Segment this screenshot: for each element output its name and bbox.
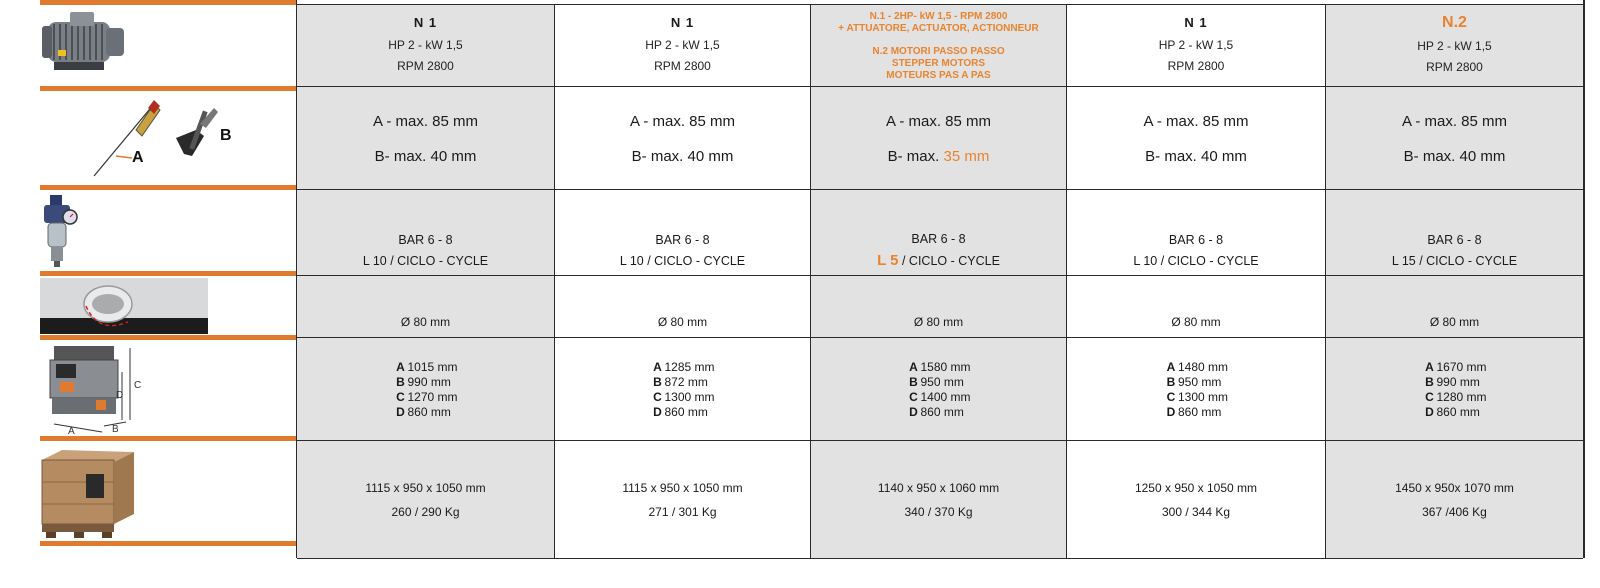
table-row-extraction bbox=[297, 275, 1583, 338]
capacity-a: A - max. 85 mm bbox=[629, 112, 736, 130]
icon-column bbox=[40, 0, 296, 560]
air-cell bbox=[297, 190, 555, 276]
capacity-b-prefix: B- max. bbox=[887, 147, 940, 165]
dim-letter: A bbox=[909, 359, 918, 374]
machine-label-d: D bbox=[116, 390, 124, 401]
packing-cell bbox=[555, 441, 811, 558]
motor-cell bbox=[1326, 5, 1583, 87]
dim-letter: B bbox=[1425, 374, 1434, 389]
dim-b: 990 mm bbox=[407, 374, 451, 389]
dim-letter: A bbox=[396, 359, 405, 374]
dim-d: 860 mm bbox=[664, 404, 708, 419]
dimensions-cell bbox=[555, 338, 811, 441]
orange-divider bbox=[40, 541, 296, 546]
orange-divider bbox=[40, 436, 296, 441]
extraction-cell bbox=[555, 276, 811, 338]
dim-a: 1285 mm bbox=[664, 359, 715, 374]
capacity-cell bbox=[297, 87, 555, 190]
dim-letter: D bbox=[909, 404, 918, 419]
motor-cell bbox=[555, 5, 811, 87]
drill-label-b: B bbox=[220, 127, 232, 144]
motor-power: HP 2 - kW 1,5 bbox=[1158, 38, 1234, 52]
motor-icon bbox=[40, 8, 130, 76]
machine-dimensions-icon bbox=[46, 342, 152, 434]
capacity-a: A - max. 85 mm bbox=[885, 112, 992, 130]
motor-spec-line: N.1 - 2HP- kW 1,5 - RPM 2800 bbox=[869, 10, 1008, 22]
dim-b: 950 mm bbox=[1177, 374, 1222, 389]
capacity-b: B- max. 40 mm bbox=[1145, 147, 1247, 165]
motor-spec-line: + ATTUATORE, ACTUATOR, ACTIONNEUR bbox=[838, 22, 1039, 34]
air-pressure: BAR 6 - 8 bbox=[655, 233, 710, 247]
dim-d: 860 mm bbox=[1177, 404, 1222, 419]
capacity-b-value: 35 mm bbox=[943, 147, 990, 165]
packing-weight: 340 / 370 Kg bbox=[904, 504, 973, 519]
extraction-diameter: Ø 80 mm bbox=[1171, 315, 1221, 329]
packing-size: 1115 x 950 x 1050 mm bbox=[622, 480, 743, 495]
air-cell bbox=[1067, 190, 1326, 276]
dim-letter: B bbox=[909, 374, 918, 389]
extraction-diameter: Ø 80 mm bbox=[400, 315, 451, 329]
capacity-cell bbox=[1326, 87, 1583, 190]
capacity-cell bbox=[555, 87, 811, 190]
air-consumption: L 15 / CICLO - CYCLE bbox=[1391, 254, 1518, 268]
dim-b: 950 mm bbox=[920, 374, 964, 389]
dim-letter: A bbox=[653, 359, 662, 374]
motor-count: N 1 bbox=[670, 15, 695, 30]
dimensions-cell bbox=[1067, 338, 1326, 441]
dim-letter: C bbox=[909, 389, 918, 404]
extraction-cell bbox=[811, 276, 1067, 338]
motor-power: HP 2 - kW 1,5 bbox=[388, 38, 463, 52]
packing-size: 1250 x 950 x 1050 mm bbox=[1134, 480, 1258, 495]
dim-a: 1480 mm bbox=[1177, 359, 1229, 374]
motor-count: N 1 bbox=[1184, 15, 1208, 30]
dim-letter: D bbox=[653, 404, 662, 419]
drill-label-a: A bbox=[132, 149, 144, 166]
motor-power: HP 2 - kW 1,5 bbox=[645, 38, 720, 52]
orange-divider bbox=[40, 86, 296, 91]
motor-count: N.2 bbox=[1442, 14, 1467, 31]
motor-rpm: RPM 2800 bbox=[654, 59, 711, 73]
extraction-cell bbox=[297, 276, 555, 338]
dim-letter: C bbox=[396, 389, 405, 404]
packing-cell bbox=[811, 441, 1067, 558]
capacity-b: B- max. 40 mm bbox=[631, 147, 734, 165]
dim-letter: B bbox=[1166, 374, 1176, 389]
dim-c: 1400 mm bbox=[920, 389, 971, 404]
extraction-cell bbox=[1326, 276, 1583, 338]
capacity-b: B- max. 40 mm bbox=[1403, 147, 1506, 165]
capacity-a: A - max. 85 mm bbox=[372, 112, 479, 130]
orange-divider bbox=[40, 335, 296, 340]
orange-divider bbox=[40, 271, 296, 276]
machine-label-c: C bbox=[134, 380, 142, 391]
table-row-air bbox=[297, 189, 1583, 276]
extraction-diameter: Ø 80 mm bbox=[1429, 315, 1480, 329]
dim-letter: A bbox=[1166, 359, 1176, 374]
dim-d: 860 mm bbox=[407, 404, 451, 419]
dim-c: 1270 mm bbox=[407, 389, 458, 404]
air-cell bbox=[555, 190, 811, 276]
dim-letter: D bbox=[1166, 404, 1176, 419]
machine-label-a: A bbox=[68, 426, 75, 434]
motor-power: HP 2 - kW 1,5 bbox=[1417, 39, 1492, 53]
packing-weight: 300 / 344 Kg bbox=[1161, 504, 1231, 519]
dimensions-cell bbox=[811, 338, 1067, 441]
dim-letter: C bbox=[1425, 389, 1434, 404]
dim-a: 1015 mm bbox=[407, 359, 458, 374]
packing-weight: 271 / 301 Kg bbox=[648, 504, 717, 519]
motor-spec-line: STEPPER MOTORS bbox=[891, 57, 986, 69]
packing-size: 1450 x 950x 1070 mm bbox=[1395, 480, 1514, 495]
capacity-a: A - max. 85 mm bbox=[1401, 112, 1508, 130]
motor-cell bbox=[1067, 5, 1326, 87]
spec-table bbox=[296, 0, 1585, 558]
motor-spec-line: N.2 MOTORI PASSO PASSO bbox=[872, 45, 1005, 57]
dim-c: 1280 mm bbox=[1436, 389, 1487, 404]
packing-weight: 367 /406 Kg bbox=[1422, 504, 1487, 519]
dim-a: 1670 mm bbox=[1436, 359, 1487, 374]
dim-c: 1300 mm bbox=[1177, 389, 1229, 404]
dim-b: 872 mm bbox=[664, 374, 708, 389]
motor-count: N 1 bbox=[413, 15, 438, 30]
packing-cell bbox=[1067, 441, 1326, 558]
dim-c: 1300 mm bbox=[664, 389, 715, 404]
packing-cell bbox=[297, 441, 555, 558]
dim-letter: B bbox=[653, 374, 662, 389]
extraction-pipe-icon bbox=[40, 278, 208, 334]
dim-b: 990 mm bbox=[1436, 374, 1480, 389]
air-consumption: L 10 / CICLO - CYCLE bbox=[1133, 254, 1259, 268]
air-pressure: BAR 6 - 8 bbox=[398, 233, 453, 247]
drill-bit-icon bbox=[88, 96, 268, 180]
table-row-packing bbox=[297, 440, 1583, 559]
dim-letter: A bbox=[1425, 359, 1434, 374]
dimensions-cell bbox=[297, 338, 555, 441]
dim-a: 1580 mm bbox=[920, 359, 971, 374]
table-row-motor bbox=[297, 4, 1583, 87]
motor-cell bbox=[297, 5, 555, 87]
orange-divider bbox=[40, 185, 296, 190]
packing-weight: 260 / 290 Kg bbox=[391, 504, 460, 519]
packing-size: 1140 x 950 x 1060 mm bbox=[877, 480, 1000, 495]
capacity-b: B- max. 40 mm bbox=[374, 147, 477, 165]
air-pressure: BAR 6 - 8 bbox=[911, 232, 966, 246]
capacity-b bbox=[888, 139, 990, 174]
table-row-capacity bbox=[297, 86, 1583, 190]
dim-d: 860 mm bbox=[1436, 404, 1480, 419]
dim-letter: D bbox=[396, 404, 405, 419]
table-row-dimensions bbox=[297, 337, 1583, 441]
dim-letter: B bbox=[396, 374, 405, 389]
air-consumption bbox=[877, 250, 1000, 272]
orange-divider bbox=[40, 0, 296, 5]
motor-cell bbox=[811, 5, 1067, 87]
extraction-diameter: Ø 80 mm bbox=[657, 315, 708, 329]
dim-letter: D bbox=[1425, 404, 1434, 419]
motor-rpm: RPM 2800 bbox=[397, 59, 454, 73]
dimensions-cell bbox=[1326, 338, 1583, 441]
extraction-cell bbox=[1067, 276, 1326, 338]
air-consumption-unit: / CICLO - CYCLE bbox=[901, 254, 1000, 268]
capacity-cell bbox=[811, 87, 1067, 190]
dim-letter: C bbox=[1166, 389, 1176, 404]
capacity-a: A - max. 85 mm bbox=[1143, 112, 1249, 130]
air-cell bbox=[811, 190, 1067, 276]
extraction-diameter: Ø 80 mm bbox=[913, 315, 964, 329]
motor-rpm: RPM 2800 bbox=[1167, 59, 1225, 73]
air-consumption: L 10 / CICLO - CYCLE bbox=[362, 254, 489, 268]
air-consumption-value: L 5 bbox=[877, 252, 899, 269]
packing-cell bbox=[1326, 441, 1583, 558]
packing-size: 1115 x 950 x 1050 mm bbox=[365, 480, 486, 495]
air-consumption: L 10 / CICLO - CYCLE bbox=[619, 254, 746, 268]
air-pressure: BAR 6 - 8 bbox=[1427, 233, 1482, 247]
air-cell bbox=[1326, 190, 1583, 276]
machine-label-b: B bbox=[112, 424, 119, 434]
air-regulator-icon bbox=[40, 193, 80, 269]
wooden-crate-icon bbox=[40, 446, 136, 538]
capacity-cell bbox=[1067, 87, 1326, 190]
dim-d: 860 mm bbox=[920, 404, 964, 419]
dim-letter: C bbox=[653, 389, 662, 404]
air-pressure: BAR 6 - 8 bbox=[1168, 233, 1224, 247]
motor-rpm: RPM 2800 bbox=[1426, 60, 1483, 74]
motor-spec-line: MOTEURS PAS A PAS bbox=[886, 69, 991, 81]
